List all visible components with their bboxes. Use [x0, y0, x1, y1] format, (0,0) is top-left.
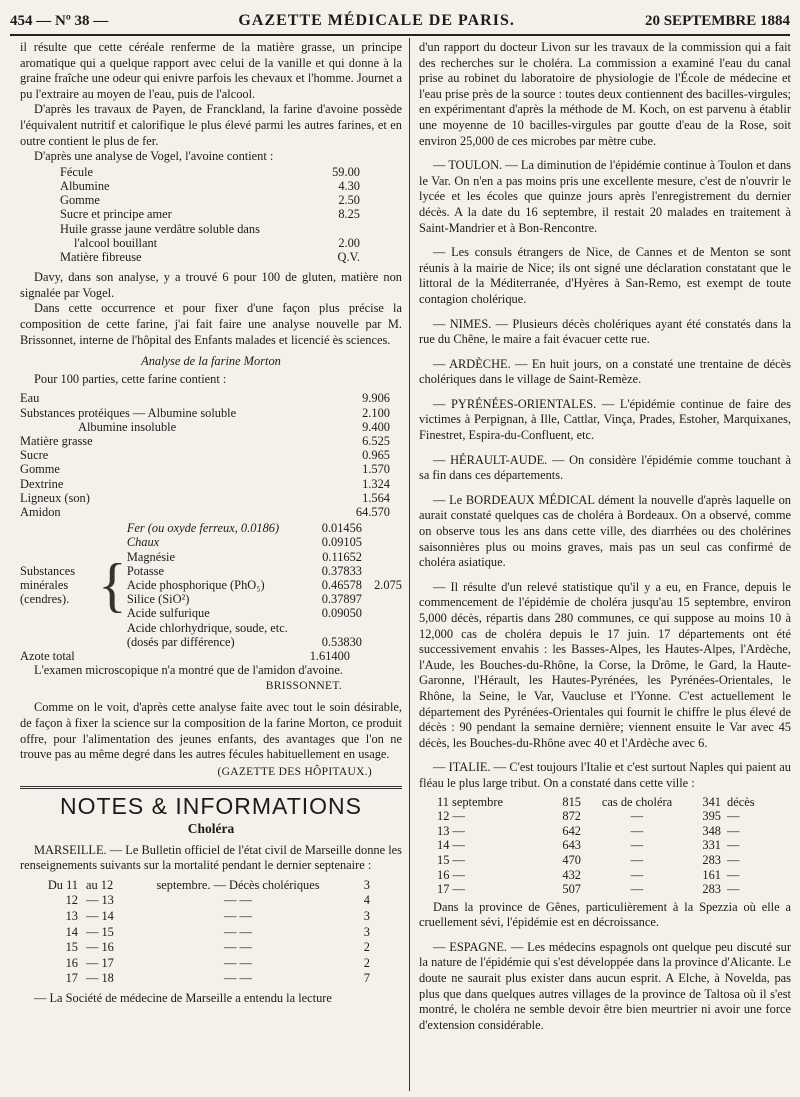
table-row [20, 434, 402, 448]
brace-icon: { [98, 552, 127, 619]
table-row [127, 621, 362, 649]
table-row [20, 491, 402, 505]
paragraph: Dans la province de Gênes, particulièrement à la Spezzia où elle a cruellement sévi, l'épidémie est en décroissance. [419, 899, 791, 930]
table-row [437, 809, 767, 824]
row-value: 0.11652 [322, 549, 362, 564]
row-label: Acide sulfurique [126, 606, 210, 621]
row-deaths: 341 [702, 794, 721, 809]
row-to: — 17 [86, 955, 114, 970]
row-from: 12 [65, 893, 78, 908]
paragraph: MARSEILLE. — Le Bulletin officiel de l'état civil de Marseille donne les renseignements suivants sur la mortalité pendant le dernier septenaire : [20, 842, 402, 873]
row-cases: 470 [562, 852, 581, 867]
source-credit: (GAZETTE DES HÔPITAUX.) [217, 765, 372, 778]
row-label: Fer (ou oxyde ferreux, 0.0186) [126, 521, 280, 536]
row-to: — 16 [86, 940, 114, 955]
row-label: Potasse [126, 563, 164, 578]
row-day: 15 — [437, 852, 465, 867]
row-value: 59.00 [332, 164, 360, 179]
row-label: Substances protéiques — Albumine soluble [20, 405, 237, 420]
paragraph: D'après une analyse de Vogel, l'avoine contient : [34, 149, 274, 164]
row-deaths-label: — [727, 838, 740, 853]
table-row [437, 795, 767, 810]
row-from: 15 [65, 940, 78, 955]
paragraph: — La Société de médecine de Marseille a entendu la lecture [34, 990, 332, 1005]
cholera-heading: Choléra [187, 820, 235, 836]
row-deaths: 283 [702, 852, 721, 867]
row-cases: 507 [562, 882, 581, 897]
morton-table [20, 391, 402, 519]
row-label: Albumine [60, 178, 110, 193]
table-row [60, 165, 360, 179]
paragraph: D'après les travaux de Payen, de Franckland, la farine d'avoine possède l'équivalent nutritif et calorifique le plus élevé parmi les autres farines, et en outre contient le plus de fer. [20, 102, 402, 148]
row-value: 0.37897 [321, 592, 362, 607]
table-row [127, 550, 362, 564]
table-row [20, 462, 402, 476]
issue-date: 20 SEPTEMBRE 1884 [644, 13, 790, 29]
row-value: 9.400 [362, 419, 390, 434]
row-label: Amidon [20, 504, 61, 519]
page-number: 454 — Nº 38 — [10, 13, 109, 29]
row-label: Dextrine [20, 476, 64, 491]
row-value: 0.46578 [321, 577, 362, 592]
row-from: 13 [65, 908, 78, 923]
table-row [127, 606, 362, 620]
row-label: Sucre [20, 448, 49, 463]
paragraph: Davy, dans son analyse, y a trouvé 6 pour 100 de gluten, matière non signalée par Vogel. [20, 270, 402, 300]
news-nimes: — NIMES. — Plusieurs décès cholériques ayant été constatés dans la rue du Chêne, le maire a fait évacuer cette rue. [419, 316, 791, 347]
right-column [419, 40, 791, 1033]
table-row [60, 207, 360, 221]
table-row [30, 956, 370, 972]
row-value: 1.564 [362, 490, 390, 505]
row-from: 16 [65, 955, 78, 970]
row-day: 17 — [437, 882, 465, 897]
table-row [127, 521, 362, 535]
table-row [30, 925, 370, 941]
row-label: septembre. — Décès cholériques [156, 877, 320, 892]
row-value: 0.37833 [321, 563, 362, 578]
journal-title: GAZETTE MÉDICALE DE PARIS. [238, 12, 515, 29]
row-cases: 872 [562, 809, 581, 824]
row-value [310, 222, 360, 236]
row-label: Gomme [60, 193, 100, 208]
table-row [30, 893, 370, 909]
row-deaths: 161 [702, 867, 721, 882]
table-row [60, 179, 360, 193]
news-nice: — Les consuls étrangers de Nice, de Cannes et de Menton se sont réunis à la mairie de Nice; ils ont signé une déclaration constatant que le littoral de la Méditerranée, d'Hyères à San-Remo, est exempt de toute contagion cholérique. [419, 245, 791, 306]
row-label: Gomme [20, 462, 60, 477]
row-to: — 13 [86, 893, 114, 908]
row-to: — 15 [86, 924, 114, 939]
row-value: 7 [363, 971, 370, 986]
row-value: 6.525 [362, 433, 390, 448]
row-from: Du 11 [47, 877, 78, 892]
row-value: 3 [363, 908, 370, 923]
table-row [20, 406, 402, 420]
table-row [127, 578, 362, 592]
table-row [60, 193, 360, 207]
row-from: 17 [65, 971, 78, 986]
row-cases-label: cas de choléra [601, 794, 673, 809]
marseille-table [30, 878, 370, 987]
row-day: 11 septembre [437, 794, 503, 809]
row-to: au 12 [86, 877, 114, 892]
news-espagne: — ESPAGNE. — Les médecins espagnols ont quelque peu discuté sur la nature de l'épidémie qui s'est développée dans la province d'Alicante. Le doute ne saurait plus exister dans aucun esprit. A Elche, à Novelda, pas plus que dans quelques autres villages de la province de Taltosa où il s'est montré, le choléra ne semble devoir être bien meurtrier ni avoir une force d'extension considérable. [419, 939, 791, 1032]
row-value: 0.53830 [321, 634, 362, 649]
table-row [20, 420, 402, 434]
table-row [20, 391, 402, 405]
news-bordeaux: — Le BORDEAUX MÉDICAL dément la nouvelle d'après laquelle on aurait constaté quelques cas de choléra à Bordeaux. On a observé, comme on observe tous les ans dans cette ville, des diarrhées ou des cholérines saisonnières plus ou moins graves, mais pas un seul cas confirmé de choléra asiatique. [419, 492, 791, 570]
row-deaths-label: — [727, 867, 740, 882]
row-label: — — [224, 971, 252, 986]
news-ardeche: — ARDÈCHE. — En huit jours, on a constaté une trentaine de décès cholériques dans le village de Saint-Remèze. [419, 356, 791, 387]
row-value: 4.30 [338, 178, 360, 193]
mineral-label: Substances minérales (cendres). [20, 563, 76, 607]
table-row [30, 909, 370, 925]
minerals-table [20, 521, 402, 649]
row-value: 2 [363, 940, 370, 955]
table-row [60, 236, 360, 250]
row-value: 1.324 [362, 476, 390, 491]
row-cases-label: — [630, 852, 644, 867]
row-from: 14 [65, 924, 78, 939]
row-label: Ligneux (son) [20, 490, 90, 505]
azote-label: Azote total [20, 648, 75, 663]
row-label: Sucre et principe amer [60, 207, 172, 222]
row-value: Q.V. [337, 249, 360, 264]
naples-table [437, 795, 767, 897]
row-value: 0.01456 [321, 521, 362, 536]
table-row [20, 477, 402, 491]
row-value: 2.50 [338, 193, 360, 208]
table-row [30, 878, 370, 894]
row-value: 0.09050 [321, 606, 362, 621]
column-divider [409, 38, 410, 1091]
row-deaths-label: — [727, 882, 740, 897]
row-label: Magnésie [126, 549, 175, 564]
row-cases: 642 [562, 823, 581, 838]
azote-value: 1.61400 [309, 648, 350, 663]
row-to: — 14 [86, 908, 114, 923]
row-deaths-label: décès [727, 794, 755, 809]
table-row [30, 971, 370, 987]
row-cases: 432 [562, 867, 581, 882]
row-deaths-label: — [727, 823, 740, 838]
analysis-title: Analyse de la farine Morton [141, 354, 281, 369]
row-label: Matière fibreuse [60, 249, 142, 264]
row-deaths: 348 [702, 823, 721, 838]
row-label: — — [224, 893, 252, 908]
table-row [127, 592, 362, 606]
table-row [437, 853, 767, 868]
header-rule [10, 34, 790, 36]
row-cases: 815 [562, 794, 581, 809]
row-cases-label: — [630, 867, 644, 882]
row-day: 16 — [437, 867, 465, 882]
table-row [437, 824, 767, 839]
mineral-total: 2.075 [374, 577, 402, 592]
row-cases-label: — [630, 882, 644, 897]
row-label: Fécule [60, 164, 94, 179]
row-label: Eau [20, 391, 40, 406]
news-herault: — HÉRAULT-AUDE. — On considère l'épidémie comme touchant à sa fin dans ces départements. [419, 452, 791, 483]
row-value: 0.965 [362, 448, 390, 463]
table-row [127, 535, 362, 549]
row-label: Matière grasse [20, 433, 93, 448]
table-row [437, 882, 767, 897]
row-deaths-label: — [727, 852, 740, 867]
news-stats: — Il résulte d'un relevé statistique qu'il y a eu, en France, depuis le commencement de l'épidémie de choléra jusqu'au 15 septembre, environ 5,000 décès, répartis dans 280 communes, ce qui suppose au moins 10 à 12,000 cas de choléra depuis le 17 juin. 17 départements ont été successivement envahis : les Basses-Alpes, les Hautes-Alpes, l'Ardèche, l'Aude, les Bouches-du-Rhône, la Corse, la Drôme, le Gard, la Haute-Garonne, l'Hérault, les Hautes-Pyrénées, les Pyrénées-Orientales, le Rhône, la Seine, le Var, Vaucluse et l'Yonne. C'est actuellement le département des Pyrénées-Orientales qui fournit le chiffre le plus élevé de décès : 90 pendant la semaine dernière; viennent ensuite le Var avec 45 décès, les Bouches-du-Rhône avec 40 et l'Ardèche avec 6. [419, 579, 791, 750]
row-to: — 18 [86, 971, 114, 986]
notes-heading: NOTES & INFORMATIONS [60, 793, 362, 820]
row-label: l'alcool bouillant [74, 235, 158, 250]
row-value: 3 [363, 924, 370, 939]
row-deaths: 395 [702, 809, 721, 824]
row-label: — — [224, 924, 252, 939]
paragraph: d'un rapport du docteur Livon sur les travaux de la commission qui a fait des recherches sur le choléra. La commission a examiné l'eau du canal prise au robinet du laboratoire de physiologie de l'École de médecine et l'eau prise près de la source : toutes deux contiennent des bacilles-virgules; en expérimentant d'après la méthode de M. Koch, on est parvenu à établir une moyenne de 10 bacilles-virgules par goutte d'eau de la Rose, soit environ 25,000 de ces microbes par mètre cube. [419, 40, 791, 148]
row-day: 13 — [437, 823, 465, 838]
page-header [10, 8, 790, 30]
row-cases-label: — [630, 809, 644, 824]
table-row [20, 505, 402, 519]
row-value: 3 [363, 877, 370, 892]
row-deaths: 331 [702, 838, 721, 853]
table-row [127, 564, 362, 578]
row-day: 14 — [437, 838, 465, 853]
table-row [20, 448, 402, 462]
row-label: Acide phosphorique (PhO₅) [126, 577, 265, 592]
row-value: 4 [363, 893, 370, 908]
paragraph: il résulte que cette céréale renferme de la matière grasse, un principe aromatique qui a quelque rapport avec celui de la vanille et qui donne à la graine fraîche une odeur qui enivre parfois les chevaux et l'homme. Journet a pu l'extraire au moyen de l'eau, puis de l'alcool. [20, 40, 402, 101]
section-separator [20, 786, 402, 789]
left-column [20, 40, 402, 1006]
row-label: — — [224, 955, 252, 970]
row-deaths-label: — [727, 809, 740, 824]
signature: BRISSONNET. [265, 679, 342, 692]
row-label: — — [224, 908, 252, 923]
row-label: Albumine insoluble [78, 419, 177, 434]
row-value: 1.570 [362, 462, 390, 477]
paragraph: L'examen microscopique n'a montré que de l'amidon d'avoine. [34, 663, 343, 678]
azote-row [20, 649, 402, 663]
row-value: 64.570 [355, 504, 390, 519]
row-cases-label: — [630, 838, 644, 853]
paragraph: Dans cette occurrence et pour fixer d'une façon plus précise la composition de cette farine, j'ai fait faire une analyse nouvelle par M. Brissonnet, interne de l'hôpital des Enfants malades et licencié ès sciences. [20, 301, 402, 347]
row-value: 2.00 [338, 235, 360, 250]
row-label: Huile grasse jaune verdâtre soluble dans [60, 221, 260, 236]
table-row [437, 838, 767, 853]
table-row [437, 868, 767, 883]
row-label: Chaux [126, 535, 160, 550]
row-value: 9.906 [362, 391, 390, 406]
row-value: 2.100 [362, 405, 390, 420]
news-pyrenees: — PYRÉNÉES-ORIENTALES. — L'épidémie continue de faire des victimes à Perpignan, à Ille, Cattlar, Vinça, Prades, Estoher, Marquixanes, Finestret, Espira-du-Confluent, etc. [419, 396, 791, 443]
row-value: 0.09105 [321, 535, 362, 550]
news-italie: — ITALIE. — C'est toujours l'Italie et c'est surtout Naples qui paient au fléau le plus large tribut. On a constaté dans cette ville : [419, 760, 791, 790]
table-row [30, 940, 370, 956]
paragraph: Pour 100 parties, cette farine contient : [34, 371, 227, 386]
row-day: 12 — [437, 809, 465, 824]
row-value: 2 [363, 955, 370, 970]
vogel-table [60, 165, 360, 264]
row-label: Acide chlorhydrique, soude, etc. (dosés par différence) [126, 620, 288, 649]
row-label: Silice (SiO²) [126, 592, 190, 607]
paragraph: Comme on le voit, d'après cette analyse faite avec tout le soin désirable, de façon à fixer la science sur la composition de la farine Morton, ce produit offre, pour l'alimentation des jeunes enfants, des avantages que l'on ne trouve pas au même degré dans les autres fécules habituellement en usage. [20, 700, 402, 762]
table-row [60, 250, 360, 264]
row-cases: 643 [562, 838, 581, 853]
row-label: — — [224, 940, 252, 955]
row-value: 8.25 [338, 207, 360, 222]
row-cases-label: — [630, 823, 644, 838]
row-deaths: 283 [702, 882, 721, 897]
news-toulon: — TOULON. — La diminution de l'épidémie continue à Toulon et dans le Var. On n'en a pas moins pris une excellente mesure, c'est de n'ouvrir le lycée et les écoles que quinze jours après l'enregistrement du dernier décès. A la date du 16 septembre, il restait 20 malades en traitement à Saint-Mandrier et à Bon-Rencontre. [419, 158, 791, 235]
table-row [60, 222, 360, 236]
